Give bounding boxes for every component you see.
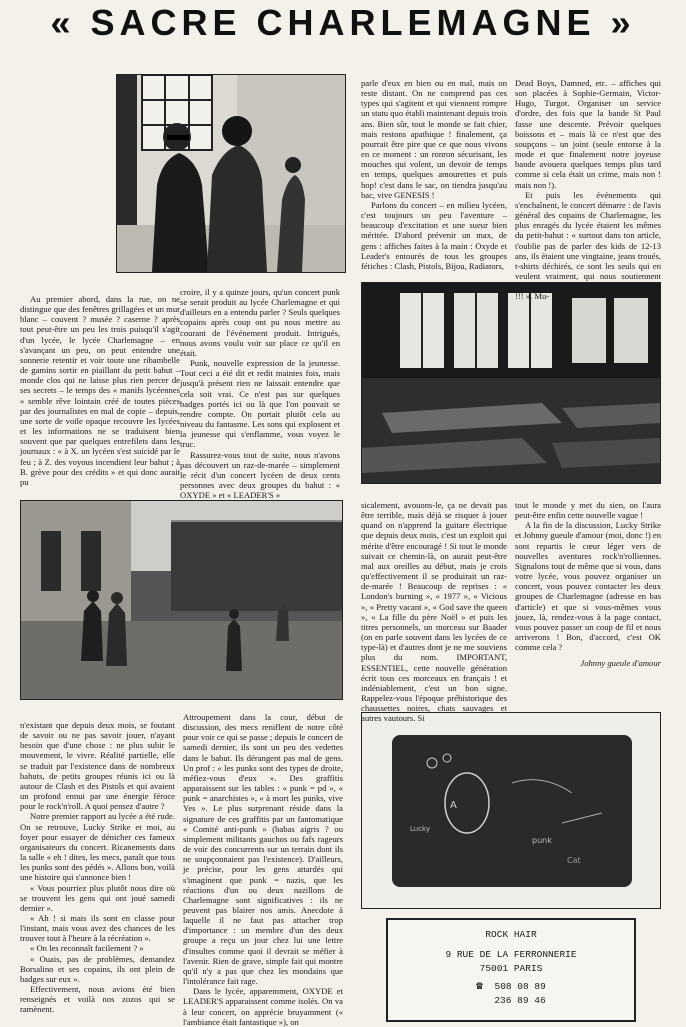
text-column-1: [20, 294, 180, 491]
text-column-5: [361, 500, 507, 724]
paragraph: « Ah ! si mais ils sont en classe pour l'instant, mais vous avez des chances de les trouver tout à l'heure à la récréation ».: [20, 912, 175, 944]
article-title: « SACRE CHARLEMAGNE »: [50, 2, 636, 43]
paragraph: Effectivement, nous avions été bien renseignés et voilà nos zozos qui se ramènent.: [20, 984, 175, 1015]
text-column-3: [361, 78, 507, 270]
photo-classroom: [361, 282, 661, 484]
paragraph: Au premier abord, dans la rue, on ne distingue que des fenêtres grillagées et un mur blanc – couvent ? musée ? caserne ? après tout peut-être un peu les trois puisqu'il s'agit d'un lycée, le lycée Charlemagne – en s'avançant un peu, on peut entendre une sonnerie retentir et voir toute une ribambelle de gamins sortir en piaillant du petit bahut – monde clos qui ne laisse plus rien percer de ses secrets – le temps des « manifs lycéennes » semble rêve lointain créé de toutes pièces par des journalistes en mal de copie – depuis, une sorte de voile opaque recouvre les lycées et les informations ne se traduisent bien souvent que par quelques entrefilets dans les journaux : « à X. un lycéen s'est suicidé par le feu ; à Z. des voyous incendient leur bahut ; à B. grève pour des crédits » et qui donc aurait pu: [20, 294, 180, 487]
paragraph: parle d'eux en bien ou en mal, mais on reste distant. On ne comprend pas ces types qui s'agitent et qui viennent rompre un statu quo établi maintenant depuis trois ans. Bien sûr, tout le monde se fait chier, mais restons apathique ! finalement, ça pourrait être pire que ce que nous vivons en ce moment : un ronron sécurisant, les mouches qui volent, un devoir de temps en temps, quelques amourettes et puis hop! c'est dans le sac, on tiendra jusqu'au bac, vive GENESIS !: [361, 78, 507, 200]
ad-name: ROCK HAIR: [485, 929, 537, 940]
telephone-icon: ☎: [476, 981, 483, 993]
ad-phone-2: 236 89 46: [494, 995, 546, 1006]
paragraph: « Ouais, pas de problèmes, demandez Borsalino et ses copains, ils ont plein de badges sur eux ».: [20, 953, 175, 984]
paragraph: Dead Boys, Damned, etc. – affiches qui son placées à Sophie-Germain, Victor-Hugo, Turgot. Organiser un service d'ordre, des fois que la bande St Paul fasse une descente. Prévoir quelques boissons et – mais là ce n'est que des soupçons – un joint (seule entorse à la mode et que finalement notre joyeuse bande avouera quelques temps plus tard comme si cela était un crime, mais non ! mais non !).: [515, 78, 661, 190]
text-column-7: [20, 720, 175, 1020]
paragraph: Parlons du concert – en milieu lycéen, c'est toujours un peu l'aventure – beaucoup d'excitation et une sueur bien méritée. D'abord prévenir un max, de gens : affiches faites à la main : Oxyde et Leader's entourés de tous les groupes fétiches : Clash, Pistols, Bijou, Radiators,: [361, 199, 507, 271]
ad-street: 9 RUE DE LA FERRONNERIE: [445, 949, 577, 960]
svg-text:A: A: [450, 800, 457, 811]
text-column-2: [180, 287, 340, 501]
ad-city: 75001 PARIS: [479, 963, 543, 974]
rock-hair-advert: [386, 918, 636, 1022]
ad-phone-1: 508 08 89: [494, 981, 546, 992]
photo-graffiti-table: [361, 712, 661, 909]
paragraph: « On les reconnaît facilement ? »: [30, 943, 144, 954]
author-signature: Johnny gueule d'amour: [580, 658, 661, 669]
paragraph: n'existant que depuis deux mois, se foutant de savoir ou ne pas savoir jouer, n'ayant besoin que d'une chose : ne plus subir le mouvement, le vivre. Réalité partielle, elle se traduit par l'existence dans de nombreux bahuts, de petits groupes réunis ici ou là autour de Clash et des Pistols et qui avaient un profond ennui par une énergie féroce pour le rock'n'roll. A quoi pensez d'autre ?: [20, 720, 175, 812]
paragraph: « Vous pourriez plus plutôt nous dire où se trouvent les gens qui ont joué samedi dernier ».: [20, 882, 175, 913]
paragraph: tout le monde y met du sien, on l'aura peut-être enfin cette nouvelle vague !: [515, 500, 661, 521]
paragraph: Et puis les événements qui s'enchaînent, le concert démarre : de l'avis général des copains de Charlemagne, les plus enragés du lycée étaient les mêmes du petit-bahut : « surtout dans ton article, t'oublie pas de parler des kids de 12-13 ans, ils étaient une vingtaine, jeans troués, t-shirts déchirés, ce sont les seuls qui en veulent vraiment, qui nous soutiennent véritablement, les autres sont des larves !!! ». Mu-: [515, 189, 661, 302]
svg-text:punk: punk: [532, 836, 552, 845]
photo-courtyard: [20, 500, 343, 700]
paragraph: sicalement, avouons-le, ça ne devait pas être terrible, mais déjà se risquer à jouer quand on n'apprend la guitare électrique que depuis deux mois, c'est un exploit qui mérite d'être encouragé ! Si tout le monde suivait ce chemin-là, on aurait peut-être mal aux oreilles au début, mais je crois qu'effectivement il se produirait un raz-de-marée ! Beaucoup de reprises : « London's burning », « 1977 », « Vicious », « Pretty vacant », « God save the queen », « La fille du père Noël » et puis les titres personnels, un morceau sur Baader (on en parle souvent dans les lycées de ce type-là) et d'autres dont je ne me souviens plus du nom. IMPORTANT, ESSENTIEL, cette nouvelle génération écrit tous ces morceaux en français ! et indéniablement, c'est un bon signe. Rappelez-vous l'époque préhistorique des chaussettes noires, chats sauvages et autres vautours. Si: [361, 500, 507, 724]
photo-punks-portrait: [116, 74, 346, 273]
paragraph: Attroupement dans la cour, début de discussion, des mecs reniflent de notre côté pour voir ce qui se passe ; depuis le concert de samedi dernier, ils sont un peu des vedettes dans le bahut. Ils dérangent pas mal de gens. Un prof : « les punks sont des types de droite, méfiez-vous d'eux ». Des graffitis apparaissent sur les tables : « punk = pd », « punk = anarchistes », « à mort les punks, vive Yes ». Le plus surprenant réside dans la signature de ces graffitis par un fantomatique « Comité anti-punk » (babas aigris ? ou simplement militants gauchos ou fafs rageurs de voir des concurrents sur un terrain dont ils ne soupçonnaient pas l'existence). D'ailleurs, je précise, pour les gens attardés qui s'imaginent que punk = nazis, que les réactions d'un ou deux nazillons de Charlemagne sont significatives : ils ne peuvent pas blairer nos amis. Anecdote à laquelle il ne faut pas attacher trop d'importance : un membre d'un des deux groupe a reçu un jour chez lui une lettre d'insultes comme quoi il devrait se méfier à l'avenir. Rien de grave, simple fait qui montre qu'il n'y a pas que chez les mondains que l'intolérance fait rage.: [183, 712, 343, 987]
paragraph: Punk, nouvelle expression de la jeunesse. Tout ceci a été dit et redit maintes fois, mais jusqu'à présent rien ne laissait entendre que cela soit vrai. Ce n'est pas sur quelques badges portés ici ou là que l'on pouvait se rendre compte. On portait plutôt cela au niveau du fantasme. Les sons qui explosent et la jeunesse qui s'enflamme, vous voyez le truc.: [180, 358, 340, 450]
paragraph: A la fin de la discussion, Lucky Strike et Johnny gueule d'amour (moi, donc !) en sont repartis le cœur léger vers de nouvelles aventures rock'n'rolliennes. Signalons tout de même que si vous, dans votre lycée, vous pouvez organiser un concert, vous pouvez contacter les deux groupes de Charlemagne (adresse en bas d'article) et que si vous-mêmes vous jouez, là, rendez-vous à la page contact, vous pouvez passer un coup de fil et nous arriverons ! Bon, d'accord, c'est OK comme cela ?: [515, 520, 661, 653]
paragraph: Notre premier rapport au lycée a été rude. On se retrouve, Lucky Strike et moi, au foyer pour essayer de dénicher ces fameux organisateurs du concert. Ricanements dans la salle « eh ! dites, les mecs, paraît que tous les punks sont des pédés ». Allons bon, voilà une histoire qui s'annonce bien !: [20, 811, 175, 883]
paragraph: Rassurez-vous tout de suite, nous n'avons pas découvert un raz-de-marée – simplement le récit d'un concert lycéen de deux cents personnes avec deux groupes du bahut : « OXYDE » et « LEADER'S »: [180, 449, 340, 501]
text-column-8: [183, 712, 343, 1027]
text-column-4: [515, 78, 661, 302]
paragraph: croire, il y a quinze jours, qu'un concert punk se serait produit au lycée Charlemagne et qui d'ailleurs en a entendu parler ? Seuls quelques copains après coup ont pu nous mettre au courant de l'événement produit. Intrigués, nous avons voulu voir sur place ce qu'il en était.: [180, 287, 340, 358]
text-column-6: [515, 500, 661, 706]
svg-text:Cat: Cat: [567, 856, 581, 865]
svg-text:Lucky: Lucky: [410, 825, 431, 833]
paragraph: Dans le lycée, apparemment, OXYDE et LEADER'S apparaissent comme isolés. On va à leur concert, on apprécie bruyamment (« l'ambiance était fantastique »), on: [183, 986, 343, 1027]
